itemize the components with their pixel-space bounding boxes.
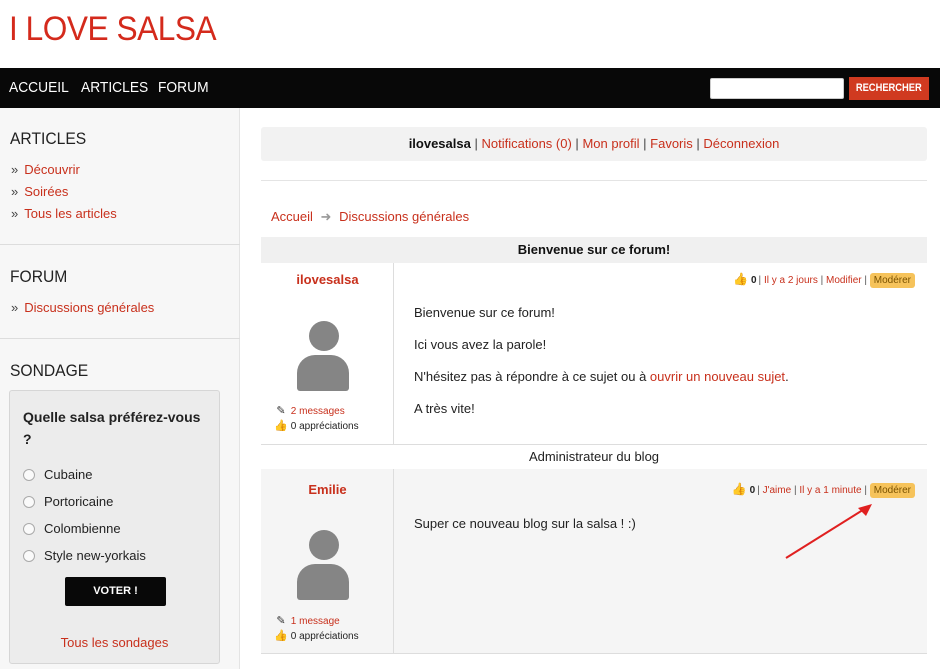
thumbs-up-icon: 👍 [274,420,288,432]
poll-option-label: Cubaine [44,467,93,482]
pencil-icon: ✎ [276,405,286,417]
messages-link[interactable]: 2 messages [290,406,345,417]
thumbs-up-icon: 👍 [274,630,288,642]
poll-option-colombienne[interactable] [23,521,121,536]
sidebar-link-label[interactable]: Discussions générales [24,300,155,315]
post-author-column [261,469,394,653]
author-messages [274,404,345,417]
post-paragraph: Bienvenue sur ce forum! [414,305,555,320]
avatar [297,321,349,391]
bullet-icon: » [11,300,19,315]
like-count: 0 [750,275,757,286]
profile-link[interactable]: Mon profil [582,136,640,151]
post-signature: Administrateur du blog [261,444,927,469]
post-meta: 👍 0 | J'aime | Il y a 1 minute | Modérer [732,482,915,498]
sidebar-link-label[interactable]: Soirées [24,184,69,199]
radio-button[interactable] [23,523,35,535]
vote-button[interactable]: VOTER ! [65,577,166,606]
thumbs-up-icon[interactable]: 👍 [731,482,747,496]
breadcrumb [271,209,469,225]
separator: | [575,136,579,151]
appreciations-text: 0 appréciations [290,421,359,432]
post-author-column [261,263,394,444]
user-bar [261,127,927,161]
separator: | [696,136,700,151]
like-link[interactable]: J'aime [762,485,792,496]
author-messages [274,614,340,627]
sidebar [0,108,240,669]
sidebar-link-all-articles[interactable] [11,206,117,221]
sidebar-link-label[interactable]: Tous les articles [24,206,117,221]
nav-item-forum[interactable]: FORUM [158,79,209,96]
pencil-icon: ✎ [276,615,286,627]
post-paragraph: Super ce nouveau blog sur la salsa ! :) [414,516,636,531]
notifications-link[interactable]: Notifications (0) [481,136,572,151]
thread-title: Bienvenue sur ce forum! [261,237,927,263]
poll-option-label: Portoricaine [44,494,114,509]
radio-button[interactable] [23,550,35,562]
post-paragraph: A très vite! [414,401,475,416]
post-body [414,516,636,548]
poll-option-label: Colombienne [44,521,121,536]
poll-option-label: Style new-yorkais [44,548,146,563]
nav-item-accueil[interactable]: ACCUEIL [9,79,69,96]
breadcrumb-forum[interactable]: Discussions générales [339,209,470,224]
avatar [297,530,349,600]
sidebar-link-decouvrir[interactable] [11,162,80,177]
post-text: . [785,369,789,384]
radio-button[interactable] [23,496,35,508]
sidebar-link-label[interactable]: Découvrir [24,162,80,177]
poll-question: Quelle salsa préférez-vous ? [23,409,201,447]
sidebar-link-general-discussions[interactable] [11,300,154,315]
sidebar-divider [0,338,240,339]
all-polls-link[interactable]: Tous les sondages [60,635,169,650]
annotation-arrow-icon [780,500,880,562]
post-time[interactable]: Il y a 1 minute [799,485,862,496]
post-time[interactable]: Il y a 2 jours [763,275,818,286]
post-body [414,305,789,433]
author-appreciations [274,629,359,642]
messages-link[interactable]: 1 message [290,616,340,627]
post-meta: 👍 0 | Il y a 2 jours | Modifier | Modérer [733,272,915,288]
edit-link[interactable]: Modifier [826,275,862,286]
radio-button[interactable] [23,469,35,481]
new-topic-link[interactable]: ouvrir un nouveau sujet [649,369,786,384]
author-name[interactable]: Emilie [308,482,347,497]
main-navbar [0,68,940,108]
favorites-link[interactable]: Favoris [650,136,693,151]
bullet-icon: » [11,162,19,177]
moderate-button[interactable]: Modérer [870,273,915,288]
sidebar-heading-articles: ARTICLES [10,129,87,148]
arrow-right-icon: ➜ [320,209,332,224]
moderate-button[interactable]: Modérer [870,483,915,498]
appreciations-text: 0 appréciations [290,631,359,642]
author-appreciations [274,419,359,432]
post-paragraph: Ici vous avez la parole! [414,337,547,352]
like-count: 0 [749,485,756,496]
separator: | [643,136,647,151]
bullet-icon: » [11,184,19,199]
sidebar-link-soirees[interactable] [11,184,68,199]
breadcrumb-home[interactable]: Accueil [271,209,313,224]
search-button[interactable] [849,77,929,100]
logout-link[interactable]: Déconnexion [703,136,780,151]
separator: | [474,136,478,151]
thumbs-up-icon[interactable]: 👍 [733,272,749,286]
sidebar-heading-poll: SONDAGE [10,361,89,380]
poll-option-portoricaine[interactable] [23,494,113,509]
poll-box [9,390,220,664]
post-paragraph [414,369,789,385]
forum-post [261,263,927,444]
sidebar-heading-forum: FORUM [10,267,68,286]
post-text: N'hésitez pas à répondre à ce sujet ou à [414,369,650,384]
poll-option-cubaine[interactable] [23,467,92,482]
username: ilovesalsa [408,136,471,151]
nav-item-articles[interactable]: ARTICLES [81,79,149,96]
sidebar-divider [0,244,240,245]
site-title[interactable]: I LOVE SALSA [9,10,217,48]
author-name[interactable]: ilovesalsa [296,272,359,287]
content-divider [261,180,927,181]
search-button-label: RECHERCHER [856,82,922,94]
bullet-icon: » [11,206,19,221]
poll-option-new-york[interactable] [23,548,146,563]
search-input[interactable] [710,78,844,99]
